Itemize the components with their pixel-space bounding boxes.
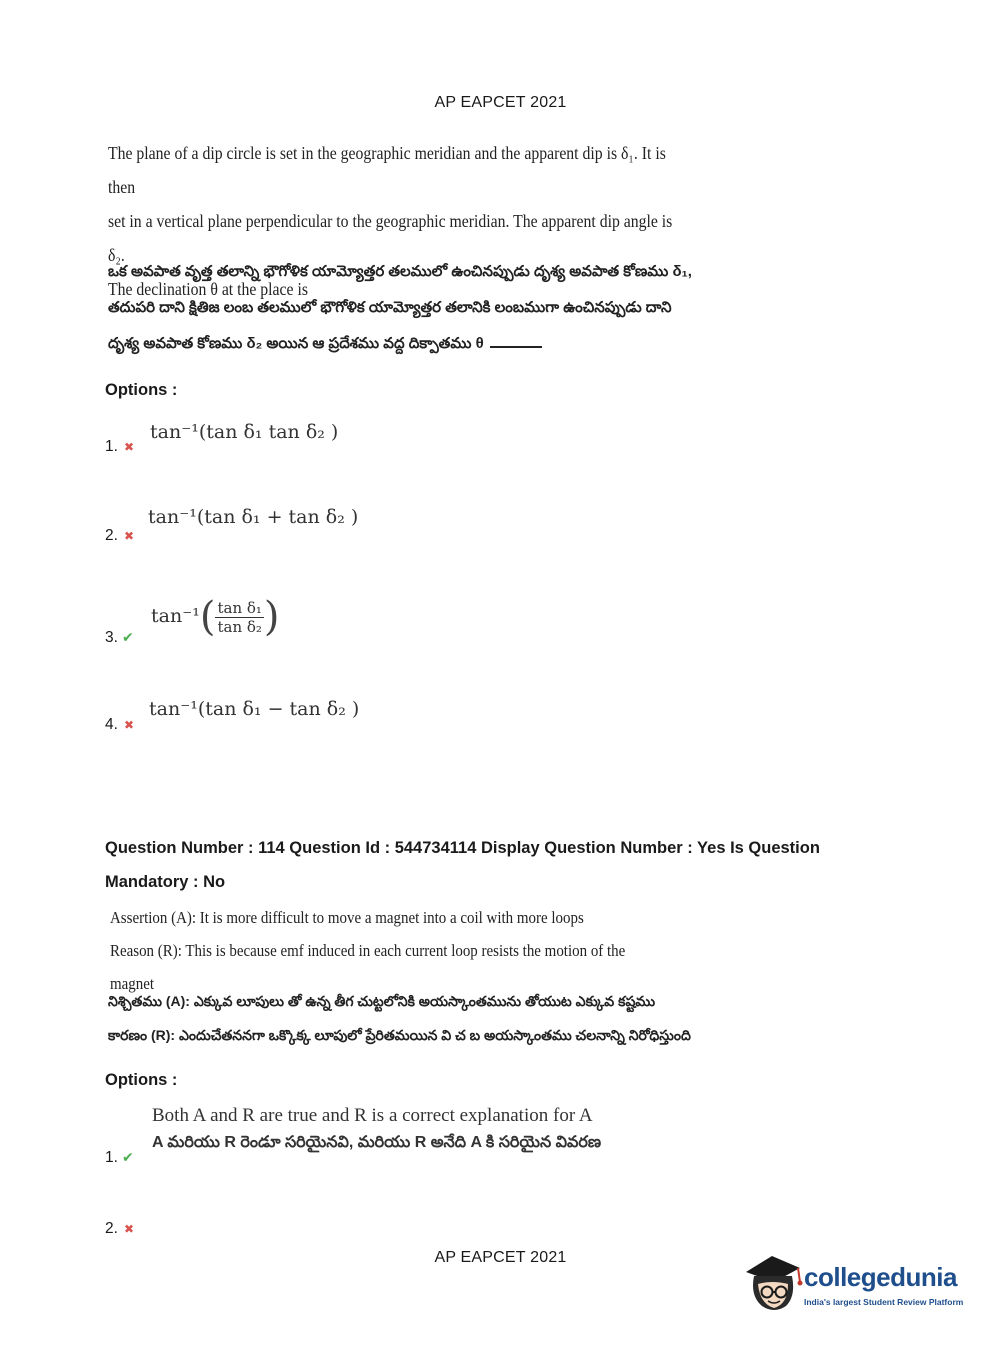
denominator: tan δ₂ bbox=[217, 617, 262, 636]
option-2-label bbox=[105, 527, 134, 545]
reason-text: Reason (R): This is because emf induced in each current loop resists the motion of the magnet bbox=[110, 941, 626, 993]
option-number: 4. bbox=[105, 716, 118, 733]
wrong-mark-icon: ✖ bbox=[123, 1222, 134, 1236]
option-1-label bbox=[105, 438, 134, 456]
option-3-formula bbox=[151, 594, 280, 640]
option-3-label bbox=[105, 629, 134, 647]
reason-text-telugu: కారణం (R): ఎందుచేతననగా ఒక్కొక్క లూపులో ప్రేరితమయిన వి చ బ అయస్కాంతము చలనాన్ని నిరోధిస్తుంది bbox=[108, 1027, 691, 1043]
brand-tagline: India's largest Student Review Platform bbox=[804, 1297, 964, 1307]
options-label: Options : bbox=[105, 381, 178, 399]
question-text-telugu bbox=[108, 254, 748, 362]
question-meta bbox=[105, 831, 905, 899]
question-meta-line: Mandatory : No bbox=[105, 873, 226, 891]
option-4-formula: tan⁻¹(tan δ₁ − tan δ₂ ) bbox=[149, 698, 360, 720]
options-label: Options : bbox=[105, 1071, 178, 1089]
answer-blank bbox=[490, 346, 542, 348]
option-number: 2. bbox=[105, 1220, 118, 1237]
q2-option-1-label bbox=[105, 1149, 134, 1167]
wrong-mark-icon: ✖ bbox=[123, 529, 134, 543]
question-meta-line: Question Number : 114 Question Id : 544734114 Display Question Number : Yes Is Question bbox=[105, 839, 820, 857]
question-line: దృశ్య అవపాత కోణము δ₂ అయిన ఆ ప్రదేశము వద్ద దిక్పాతము θ bbox=[108, 335, 484, 352]
option-4-label bbox=[105, 716, 134, 734]
question-line: తదుపరి దాని క్షితిజ లంబ తలములో భౌగోళిక యామ్యోత్తర తలానికి లంబముగా ఉంచినప్పుడు దాని bbox=[108, 299, 672, 316]
assertion-text-telugu: నిశ్చితము (A): ఎక్కువ లూపులు తో ఉన్న తీగ చుట్టలోనికి అయస్కాంతమును తోయుట ఎక్కువ కష్టము bbox=[108, 993, 656, 1009]
option-number: 1. bbox=[105, 438, 118, 455]
assertion-reason-telugu bbox=[108, 984, 758, 1052]
option-2-formula: tan⁻¹(tan δ₁ + tan δ₂ ) bbox=[148, 506, 359, 528]
brand-name: collegedunia bbox=[804, 1262, 957, 1292]
wrong-mark-icon: ✖ bbox=[123, 440, 134, 454]
right-paren: ) bbox=[263, 594, 280, 640]
left-paren: ( bbox=[199, 594, 216, 640]
fraction bbox=[215, 599, 263, 636]
correct-mark-icon: ✔ bbox=[121, 629, 134, 645]
option-number: 1. bbox=[105, 1149, 118, 1166]
numerator: tan δ₁ bbox=[217, 598, 262, 617]
page-footer: AP EAPCET 2021 bbox=[434, 1249, 567, 1266]
correct-mark-icon: ✔ bbox=[121, 1149, 134, 1165]
q2-option-1-text: Both A and R are true and R is a correct explanation for A bbox=[152, 1105, 593, 1126]
option-number: 2. bbox=[105, 527, 118, 544]
question-line: set in a vertical plane perpendicular to the geographic meridian. The apparent dip angle is δ₂. bbox=[108, 211, 673, 265]
question-line-last bbox=[108, 326, 748, 362]
question-line: ఒక అవపాత వృత్త తలాన్ని భౌగోళిక యామ్యోత్తర తలములో ఉంచినప్పుడు దృశ్య అవపాత కోణము δ₁, bbox=[108, 263, 692, 280]
option-number: 3. bbox=[105, 629, 118, 646]
q2-option-2-label bbox=[105, 1220, 134, 1238]
mascot-logo-icon bbox=[742, 1250, 806, 1320]
question-line: The declination θ at the place is bbox=[108, 279, 308, 299]
wrong-mark-icon: ✖ bbox=[123, 718, 134, 732]
page-header: AP EAPCET 2021 bbox=[434, 94, 567, 111]
assertion-text: Assertion (A): It is more difficult to move a magnet into a coil with more loops bbox=[110, 908, 584, 927]
formula-prefix: tan⁻¹ bbox=[151, 605, 200, 627]
option-1-formula: tan⁻¹(tan δ₁ tan δ₂ ) bbox=[150, 421, 339, 443]
question-line: The plane of a dip circle is set in the geographic meridian and the apparent dip is δ₁. It is then bbox=[108, 143, 666, 197]
q2-option-1-text-telugu: A మరియు R రెండూ సరియైనవి, మరియు R అనేది A కి సరియైన వివరణ bbox=[152, 1134, 602, 1151]
